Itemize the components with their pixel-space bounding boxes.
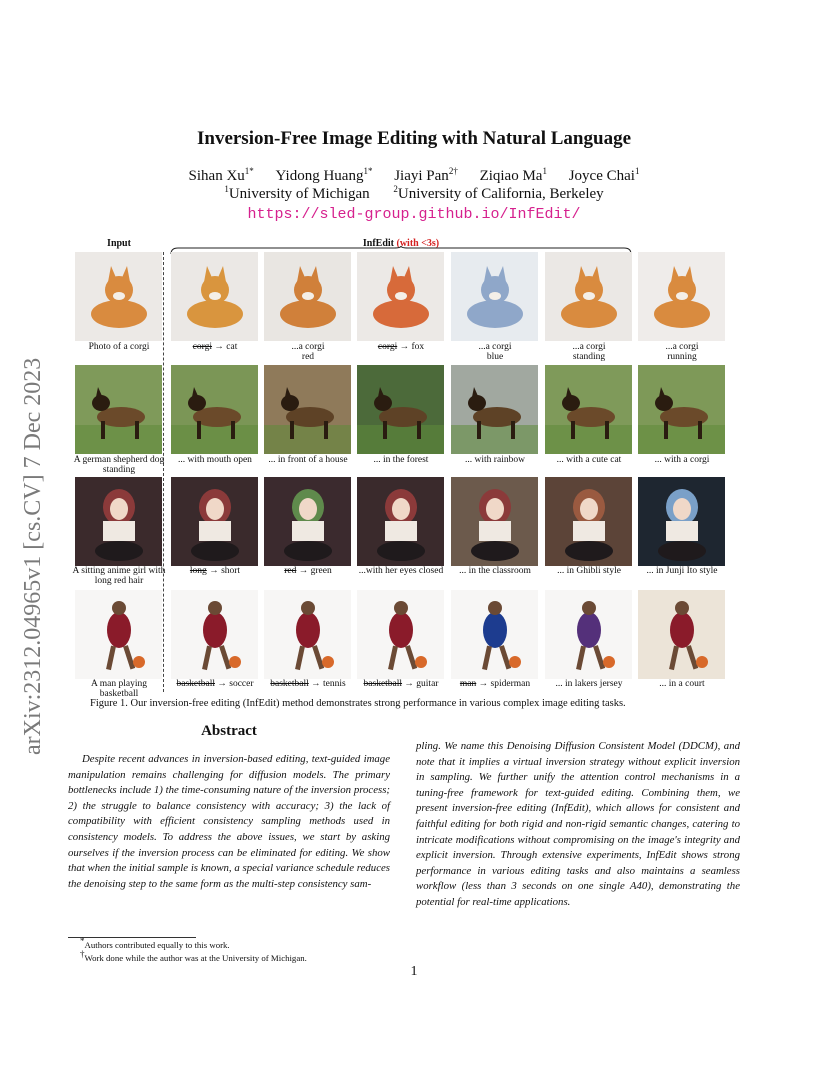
edit-caption: basketball → soccer	[176, 679, 254, 689]
edited-image	[171, 365, 258, 454]
edited-image	[357, 252, 444, 341]
edit-caption: ...with her eyes closed	[358, 566, 444, 576]
author: Joyce Chai$^1$	[568, 166, 640, 184]
project-url-link[interactable]: https://sled-group.github.io/InfEdit/	[247, 206, 581, 223]
edited-image	[451, 590, 538, 679]
figure-caption: Figure 1. Our inversion-free editing (InfEdit) method demonstrates strong performance in various complex image editing tasks.	[90, 698, 626, 709]
edit-caption: red → green	[284, 566, 332, 576]
struck-word: corgi	[192, 342, 213, 352]
inserted-word: red	[301, 352, 315, 362]
edit-caption: ... with rainbow	[465, 455, 525, 465]
edit-caption: man → spiderman	[459, 679, 531, 689]
struck-word: basketball	[270, 679, 309, 689]
footnote: †Work done while the author was at the University of Michigan.	[80, 949, 307, 963]
paper-title: Inversion-Free Image Editing with Natural Language	[196, 128, 631, 149]
edited-image	[638, 477, 725, 566]
edited-image	[357, 590, 444, 679]
edit-caption: ... in the forest	[373, 455, 429, 465]
edit-caption: ...a corgi blue	[447, 342, 543, 362]
edit-caption: basketball → tennis	[270, 679, 346, 689]
edit-caption: ... in Junji Ito style	[646, 566, 718, 576]
edited-image	[638, 252, 725, 341]
edit-caption: ... in a court	[659, 679, 705, 689]
edited-image	[264, 477, 351, 566]
edited-image	[264, 365, 351, 454]
struck-word: basketball	[363, 679, 403, 689]
edited-image	[171, 590, 258, 679]
edited-image	[545, 590, 632, 679]
abstract-right-column: pling. We name this Denoising Diffusion Consistent Model (DDCM), and note that it implies a virtual inversion strategy without explicit inversion in sampling. We further unify the attention control mechanisms in a tuning-free framework for text-guided editing. Combining them, we present inversion-free editing (InfEdit), which allows for consistent and faithful editing for both rigid and non-rigid semantic changes, catering to intricate modifications without compromising on the image's integrity and explicit inversion. Through extensive experiments, InfEdit shows strong performance in various editing tasks and also maintains a seamless workflow (less than 3 seconds on one single A40), demonstrating the potential for real-time applications.	[416, 740, 740, 908]
author: Sihan $Xu^{1*}$	[188, 166, 254, 184]
inserted-word: blue	[486, 352, 504, 362]
author: Jiayi Pan$^{2\dagger}$	[394, 166, 458, 184]
edit-caption: ... with mouth open	[178, 455, 252, 465]
input-image	[75, 590, 162, 679]
input-image	[75, 365, 162, 454]
edit-caption: ...a corgi running	[634, 342, 730, 362]
edit-caption: corgi → cat	[192, 342, 238, 352]
struck-word: red	[284, 566, 297, 576]
affiliations	[0, 186, 828, 203]
edited-image	[638, 365, 725, 454]
input-caption: A german shepherd dog standing	[73, 455, 165, 475]
edit-caption: ... in lakers jersey	[555, 679, 623, 689]
input-image	[75, 477, 162, 566]
edited-image	[545, 252, 632, 341]
struck-word: corgi	[377, 342, 398, 352]
arxiv-id-text: arXiv:2312.04965v1 [cs.CV] 7 Dec 2023	[20, 357, 46, 755]
page-number: 1	[410, 964, 418, 979]
infedit-column-label: InfEdit (with <3s)	[362, 238, 440, 249]
edit-caption: ... with a cute cat	[556, 455, 622, 465]
edited-image	[451, 477, 538, 566]
abstract-left-column: Despite recent advances in inversion-based editing, text-guided image manipulation remains challenging for diffusion models. The primary bottlenecks include 1) the time-consuming nature of the inversion process; 2) the struggle to balance consistency with accuracy; 3) the lack of compatibility with efficient consistency sampling methods used in consistency models. To address the above issues, we start by asking ourselves if the inversion process can be eliminated for editing. We show that when the initial sample is known, a special variance schedule reduces the denoising step to the same form as the multi-step consistency sam-	[68, 753, 390, 890]
struck-word: man	[459, 679, 477, 689]
edit-caption: basketball → guitar	[363, 679, 439, 689]
edited-image	[451, 252, 538, 341]
affiliation: $^2$University of California, Berkeley	[393, 184, 604, 202]
edit-caption: ... in front of a house	[268, 455, 348, 465]
edited-image	[264, 252, 351, 341]
edit-caption: ...a corgi red	[260, 342, 356, 362]
edited-image	[357, 477, 444, 566]
author: Ziqiao Ma$^1$	[479, 166, 547, 184]
edited-image	[545, 477, 632, 566]
edit-caption: ...a corgi standing	[541, 342, 637, 362]
edited-image	[638, 590, 725, 679]
edit-caption: ... with a corgi	[654, 455, 710, 465]
edit-caption: ... in Ghibli style	[557, 566, 621, 576]
author-list	[0, 168, 828, 185]
edited-image	[357, 365, 444, 454]
edit-caption: long → short	[189, 566, 241, 576]
input-image	[75, 252, 162, 341]
inserted-word: running	[667, 352, 697, 362]
input-column-label: Input	[107, 238, 131, 249]
input-caption: Photo of a corgi	[88, 342, 150, 352]
edit-caption: ... in the classroom	[459, 566, 531, 576]
edit-caption: corgi → fox	[377, 342, 425, 352]
abstract-heading: Abstract	[201, 723, 257, 739]
inserted-word: standing	[572, 352, 606, 362]
edited-image	[171, 252, 258, 341]
footnote-rule	[68, 937, 196, 938]
edited-image	[545, 365, 632, 454]
struck-word: long	[189, 566, 207, 576]
edited-image	[451, 365, 538, 454]
input-caption: A sitting anime girl with long red hair	[72, 566, 166, 586]
affiliation: $^1$University of Michigan	[224, 184, 370, 202]
input-caption: A man playing basketball	[91, 679, 147, 699]
edited-image	[264, 590, 351, 679]
arxiv-identifier-stamp	[10, 290, 50, 760]
footnote: *Authors contributed equally to this work.	[80, 936, 230, 950]
struck-word: basketball	[176, 679, 215, 689]
author: Yidong Huang$^{1*}$	[275, 166, 373, 184]
edited-image	[171, 477, 258, 566]
